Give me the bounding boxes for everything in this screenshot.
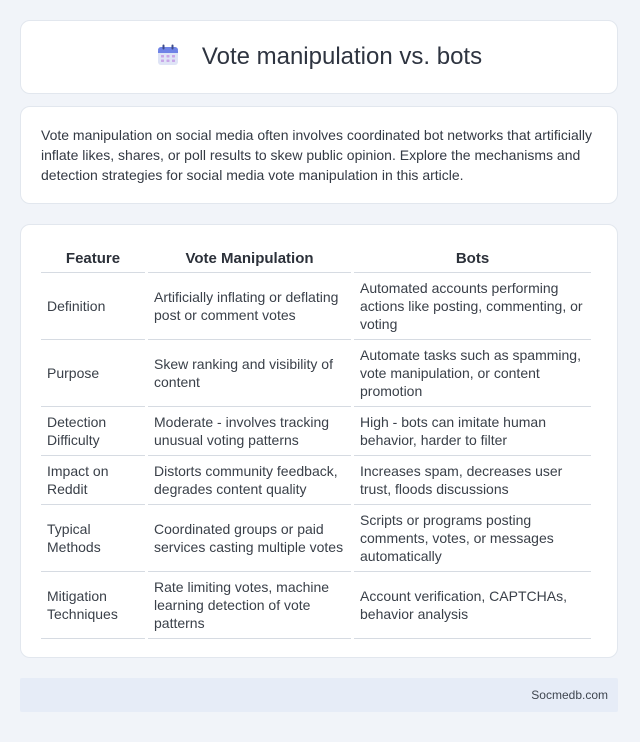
footer-site-name: Socmedb.com [531,688,608,702]
table-row [41,407,591,456]
footer-bar [20,678,618,712]
intro-card [20,106,618,204]
cell-feature: Mitigation Techniques [41,572,145,639]
cell-feature: Detection Difficulty [41,407,145,456]
cell-bots: Account verification, CAPTCHAs, behavior analysis [354,572,591,639]
cell-vote-manipulation: Coordinated groups or paid services casting multiple votes [148,505,351,572]
table-row [41,340,591,407]
table-row [41,273,591,340]
header-vote-manipulation: Vote Manipulation [148,244,351,273]
cell-bots: High - bots can imitate human behavior, harder to filter [354,407,591,456]
cell-vote-manipulation: Distorts community feedback, degrades content quality [148,456,351,505]
cell-bots: Increases spam, decreases user trust, floods discussions [354,456,591,505]
table-row [41,572,591,639]
cell-vote-manipulation: Moderate - involves tracking unusual voting patterns [148,407,351,456]
intro-paragraph: Vote manipulation on social media often involves coordinated bot networks that artificially inflate likes, shares, or poll results to skew public opinion. Explore the mechanisms and detection strategies for social media vote manipulation in this article. [41,127,592,183]
cell-vote-manipulation: Rate limiting votes, machine learning detection of vote patterns [148,572,351,639]
comparison-card [20,224,618,658]
cell-feature: Definition [41,273,145,340]
calendar-icon [156,43,180,72]
table-row [41,456,591,505]
cell-vote-manipulation: Artificially inflating or deflating post or comment votes [148,273,351,340]
cell-feature: Typical Methods [41,505,145,572]
title-card [20,20,618,94]
comparison-table [38,244,594,639]
page-title: Vote manipulation vs. bots [201,43,483,70]
table-header-row [41,244,591,273]
cell-bots: Automated accounts performing actions like posting, commenting, or voting [354,273,591,340]
cell-feature: Impact on Reddit [41,456,145,505]
cell-feature: Purpose [41,340,145,407]
header-feature: Feature [41,244,145,273]
header-bots: Bots [354,244,591,273]
title-wrap [156,43,482,72]
cell-vote-manipulation: Skew ranking and visibility of content [148,340,351,407]
cell-bots: Automate tasks such as spamming, vote manipulation, or content promotion [354,340,591,407]
table-row [41,505,591,572]
cell-bots: Scripts or programs posting comments, votes, or messages automatically [354,505,591,572]
